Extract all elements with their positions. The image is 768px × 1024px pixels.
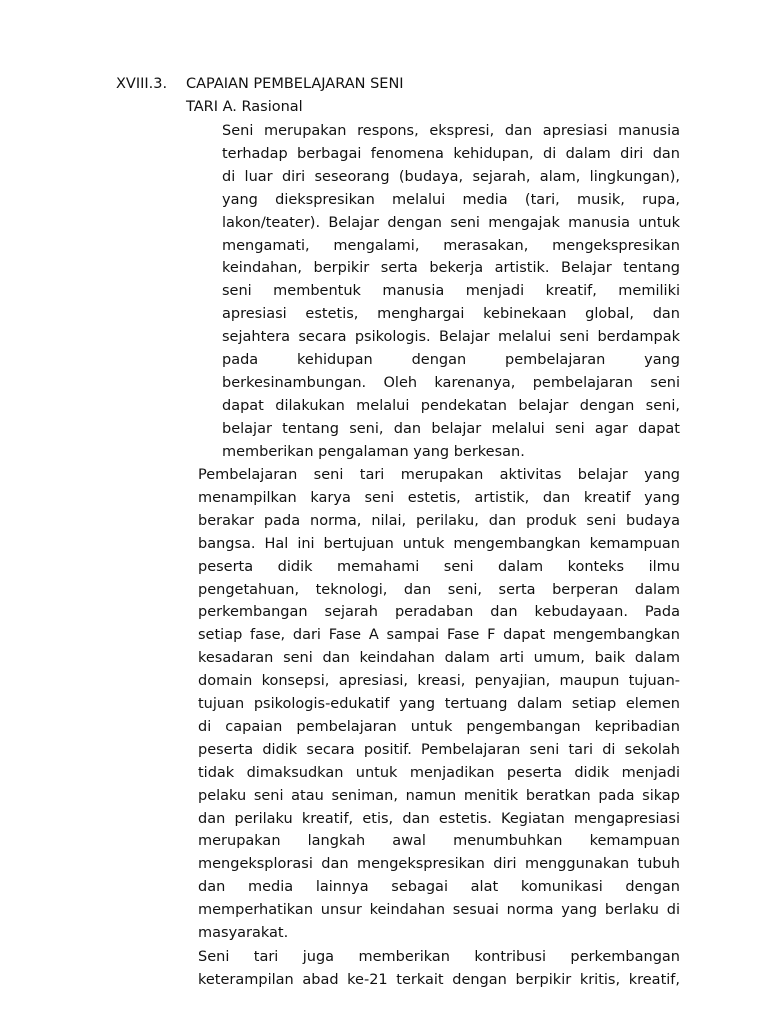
text-line: kesadaran seni dan keindahan dalam arti umum, baik dalam xyxy=(198,650,680,667)
text-line: di capaian pembelajaran untuk pengembangan kepribadian xyxy=(198,718,680,735)
text-line: terhadap berbagai fenomena kehidupan, di dalam diri dan xyxy=(222,145,680,162)
text-line: Pembelajaran seni tari merupakan aktivitas belajar yang xyxy=(198,467,680,483)
text-line: belajar tentang seni, dan belajar melalui seni agar dapat xyxy=(222,420,680,437)
text-line: dapat dilakukan melalui pendekatan belajar dengan seni, xyxy=(222,397,680,414)
text-line: apresiasi estetis, menghargai kebinekaan global, dan xyxy=(222,306,680,323)
text-line: yang diekspresikan melalui media (tari, musik, rupa, xyxy=(222,191,680,208)
text-line: merupakan langkah awal menumbuhkan kemampuan xyxy=(198,833,680,850)
text-line: peserta didik secara positif. Pembelajaran seni tari di sekolah xyxy=(198,741,680,758)
text-line: sejahtera secara psikologis. Belajar melalui seni berdampak xyxy=(222,329,680,346)
text-line: keindahan, berpikir serta bekerja artistik. Belajar tentang xyxy=(222,260,680,277)
text-line: perkembangan sejarah peradaban dan kebudayaan. Pada xyxy=(198,604,680,621)
text-line: menampilkan karya seni estetis, artistik, dan kreatif yang xyxy=(198,489,680,506)
text-line: pada kehidupan dengan pembelajaran yang xyxy=(222,352,680,368)
text-line: berkesinambungan. Oleh karenanya, pembelajaran seni xyxy=(222,374,680,391)
section-subtitle: TARI A. Rasional xyxy=(186,99,303,115)
text-line: Seni merupakan respons, ekspresi, dan apresiasi manusia xyxy=(222,123,680,139)
text-line: lakon/teater). Belajar dengan seni mengajak manusia untuk xyxy=(222,214,680,231)
section-number: XVIII.3. xyxy=(116,76,168,92)
text-line: pelaku seni atau seniman, namun menitik beratkan pada sikap xyxy=(198,787,680,804)
text-line: seni membentuk manusia menjadi kreatif, memiliki xyxy=(222,283,680,300)
text-line: dan perilaku kreatif, etis, dan estetis. Kegiatan mengapresiasi xyxy=(198,810,680,827)
text-line: dan media lainnya sebagai alat komunikasi dengan xyxy=(198,879,680,896)
section-title: CAPAIAN PEMBELAJARAN SENI xyxy=(186,76,404,92)
text-line: memberikan pengalaman yang berkesan. xyxy=(222,443,525,460)
text-line: setiap fase, dari Fase A sampai Fase F dapat mengembangkan xyxy=(198,627,680,644)
text-line: bangsa. Hal ini bertujuan untuk mengembangkan kemampuan xyxy=(198,535,680,552)
text-line: masyarakat. xyxy=(198,925,289,941)
text-line: domain konsepsi, apresiasi, kreasi, penyajian, maupun tujuan- xyxy=(198,673,680,690)
text-line: memperhatikan unsur keindahan sesuai norma yang berlaku di xyxy=(198,902,680,919)
text-line: tujuan psikologis-edukatif yang tertuang dalam setiap elemen xyxy=(198,696,680,712)
text-line: mengeksplorasi dan mengekspresikan diri menggunakan tubuh xyxy=(198,856,680,873)
text-line: mengamati, mengalami, merasakan, mengekspresikan xyxy=(222,237,680,254)
text-line: keterampilan abad ke-21 terkait dengan berpikir kritis, kreatif, xyxy=(198,971,680,988)
text-line: berakar pada norma, nilai, perilaku, dan produk seni budaya xyxy=(198,512,680,529)
text-line: pengetahuan, teknologi, dan seni, serta berperan dalam xyxy=(198,581,680,598)
text-line: Seni tari juga memberikan kontribusi perkembangan xyxy=(198,949,680,965)
text-line: peserta didik memahami seni dalam konteks ilmu xyxy=(198,558,680,575)
text-line: tidak dimaksudkan untuk menjadikan peserta didik menjadi xyxy=(198,764,680,781)
text-line: di luar diri seseorang (budaya, sejarah, alam, lingkungan), xyxy=(222,168,680,185)
